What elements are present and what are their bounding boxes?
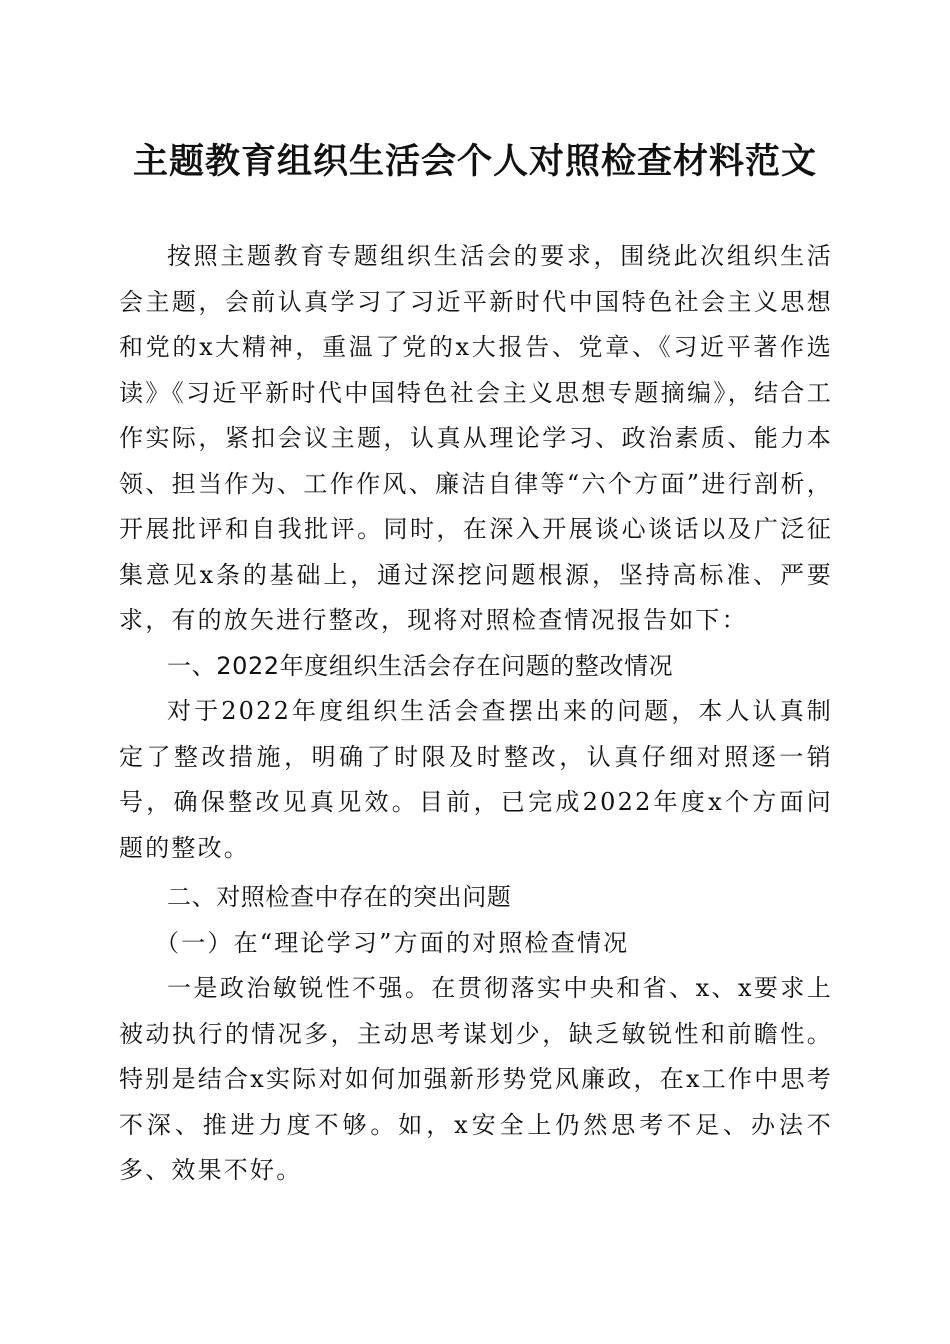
document-title: 主题教育组织生活会个人对照检查材料范文 [132, 142, 817, 182]
section-1-paragraph: 对于2022年度组织生活会查摆出来的问题，本人认真制定了整改措施，明确了时限及时整改，认真仔细对照逐一销号，确保整改见真见效。目前，已完成2022年度x个方面问题的整改。 [119, 697, 833, 862]
section-1-heading: 一、2022年度组织生活会存在问题的整改情况 [167, 651, 674, 680]
intro-paragraph: 按照主题教育专题组织生活会的要求，围绕此次组织生活会主题，会前认真学习了习近平新时代中国特色社会主义思想和党的x大精神，重温了党的x大报告、党章、《习近平著作选读》《习近平新时代中国特色社会主义思想专题摘编》，结合工作实际，紧扣会议主题，认真从理论学习、政治素质、能力本领、担当作为、工作作风、廉洁自律等“六个方面”进行剖析，开展批评和自我批评。同时，在深入开展谈心谈话以及广泛征集意见x条的基础上，通过深挖问题根源，坚持高标准、严要求，有的放矢进行整改，现将对照检查情况报告如下： [119, 242, 833, 634]
document-body [119, 234, 833, 1194]
section-2-heading: 二、对照检查中存在的突出问题 [167, 883, 512, 911]
section-2-paragraph: 一是政治敏锐性不强。在贯彻落实中央和省、x、x要求上被动执行的情况多，主动思考谋划少，缺乏敏锐性和前瞻性。特别是结合x实际对如何加强新形势党风廉政，在x工作中思考不深、推进力度不够。如，x安全上仍然思考不足、办法不多、效果不好。 [119, 974, 833, 1184]
section-2-subheading: （一）在“理论学习”方面的对照检查情况 [155, 928, 630, 957]
